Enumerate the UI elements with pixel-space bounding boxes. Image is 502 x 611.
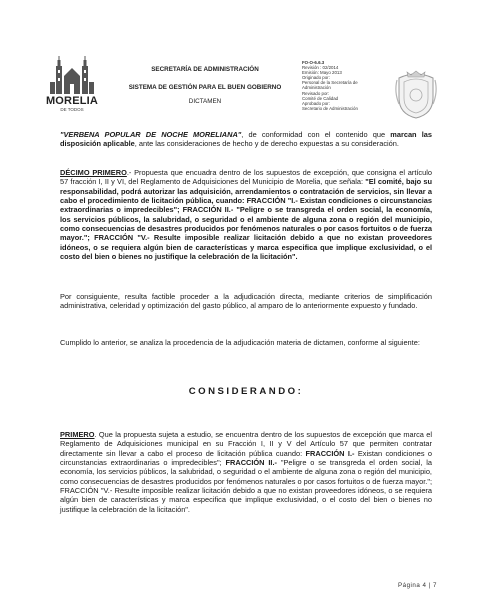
logo-tagline: DE TODOS bbox=[60, 107, 84, 112]
considerando-heading: CONSIDERANDO: bbox=[188, 386, 304, 397]
aprobado-value: Secretario de Administración bbox=[302, 105, 358, 111]
aprobado-label: Aprobado por: bbox=[302, 100, 330, 106]
document-code: FO-O-6.6.3 bbox=[302, 60, 325, 65]
intro-text-a: , de conformidad con el contenido que bbox=[241, 130, 391, 139]
page-number: Página 4 | 7 bbox=[398, 582, 437, 589]
originado-value-2: Administración bbox=[302, 85, 331, 91]
header-secretaria: SECRETARÍA DE ADMINISTRACIÓN bbox=[151, 66, 259, 73]
logo-text: MORELIA bbox=[45, 95, 99, 107]
intro-text-c: , ante las consideraciones de hecho y de derecho expuestas a su consideración. bbox=[134, 139, 399, 149]
revisado-value: Comité de Calidad bbox=[302, 95, 339, 101]
decimo-primero-text-a: .- Propuesta que encuadra dentro de los supuestos de excepción, que consigna el artículo 57 fracción I, II y VI, del Reglamento de Adquisiciones del Municipio de Morelia, que señala: bbox=[60, 168, 432, 187]
primero-fraccion-1: FRACCIÓN I.- bbox=[305, 448, 355, 458]
primero-label: PRIMERO bbox=[60, 430, 95, 439]
intro-text-b: marcan las disposición aplicable bbox=[60, 130, 432, 149]
document-control-block bbox=[302, 60, 382, 111]
revisado-label: Revisado por: bbox=[302, 90, 330, 96]
emision-text: Emisión: Mayo 2013 bbox=[302, 70, 342, 76]
primero-text-b: Existan condiciones o circunstancias extraordinarias o impredecibles"; bbox=[60, 448, 433, 468]
paragraph-cumplido: Cumplido lo anterior, se analiza la procedencia de la adjudicación materia de dictamen, conforme al siguiente: bbox=[60, 338, 420, 347]
primero-text-c: "Peligre o se transgreda el orden social, la economía, los servicios públicos, la salubridad, o seguridad o el ambiente de alguna zona o región del municipio, como consecuencias de desastres producidos por fenómenos naturales o por casos fortuitos o de fuerza mayor."; FRACCIÓN "V.- Resulte imposible realizar licitación debido a que no existan proveedores idóneos, o se requiera algún bien de características y marca especifica que implique exclusividad, o el costo del bien o bienes no justifique la celebración de la licitación". bbox=[60, 458, 433, 514]
paragraph-intro bbox=[60, 130, 432, 149]
header-sistema: SISTEMA DE GESTIÓN PARA EL BUEN GOBIERNO bbox=[128, 84, 282, 91]
decimo-primero-label: DÉCIMO PRIMERO bbox=[60, 168, 127, 177]
primero-text-a: . Que la propuesta sujeta a estudio, se encuentra dentro de los supuestos de excepción que marca el Reglamento de Adquisiciones municipal en su Fracción I, II y V del Artículo 57 que permiten contratar directamente sin llevar a cabo el proceso de licitación pública cuando: bbox=[60, 430, 432, 458]
originado-label: Originado por: bbox=[302, 75, 330, 81]
cathedral-icon bbox=[50, 56, 94, 96]
paragraph-consiguiente: Por consiguiente, resulta factible proceder a la adjudicación directa, mediante criterios de simplificación administrativa, celeridad y optimización del gasto público, al amparo de lo anteriormente expuesto y fundado. bbox=[60, 292, 432, 311]
paragraph-decimo-primero bbox=[60, 168, 432, 261]
decimo-primero-quote: "El comité, bajo su responsabilidad, podrá autorizar las adquisición, arrendamientos o contratación de servicios, sin llevar a cabo el procedimiento de licitación pública, cuando: FRACCIÓN "I.- Existan condiciones o circunstancias extraordinarias o impredecibles"; FRACCIÓN II.- "Peligre o se transgreda el orden social, la economía, los servicios públicos, la salubridad, o seguridad o el ambiente de alguna zona o región del municipio, como consecuencias de desastres producidos por fenómenos naturales o por casos fortuitos o de fuerza mayor."; FRACCIÓN "V.- Resulte imposible realizar licitación debido a que no existan proveedores idóneos, o se requiera algún bien de características y marca especifica que implique exclusividad, o el costo del bien o bienes no justifique la celebración de la licitación". bbox=[60, 177, 432, 262]
morelia-logo bbox=[40, 56, 104, 122]
originado-value-1: Personal de la Secretaría de bbox=[302, 80, 358, 86]
revision-text: Revisión : 02/2014 bbox=[302, 65, 339, 71]
document-header bbox=[40, 54, 488, 124]
event-name: "VERBENA POPULAR DE NOCHE MORELIANA" bbox=[60, 130, 242, 139]
header-dictamen: DICTAMEN bbox=[188, 98, 222, 105]
primero-fraccion-2: FRACCIÓN II.- bbox=[225, 458, 277, 468]
municipal-seal-icon bbox=[393, 68, 439, 120]
paragraph-primero bbox=[60, 430, 432, 514]
